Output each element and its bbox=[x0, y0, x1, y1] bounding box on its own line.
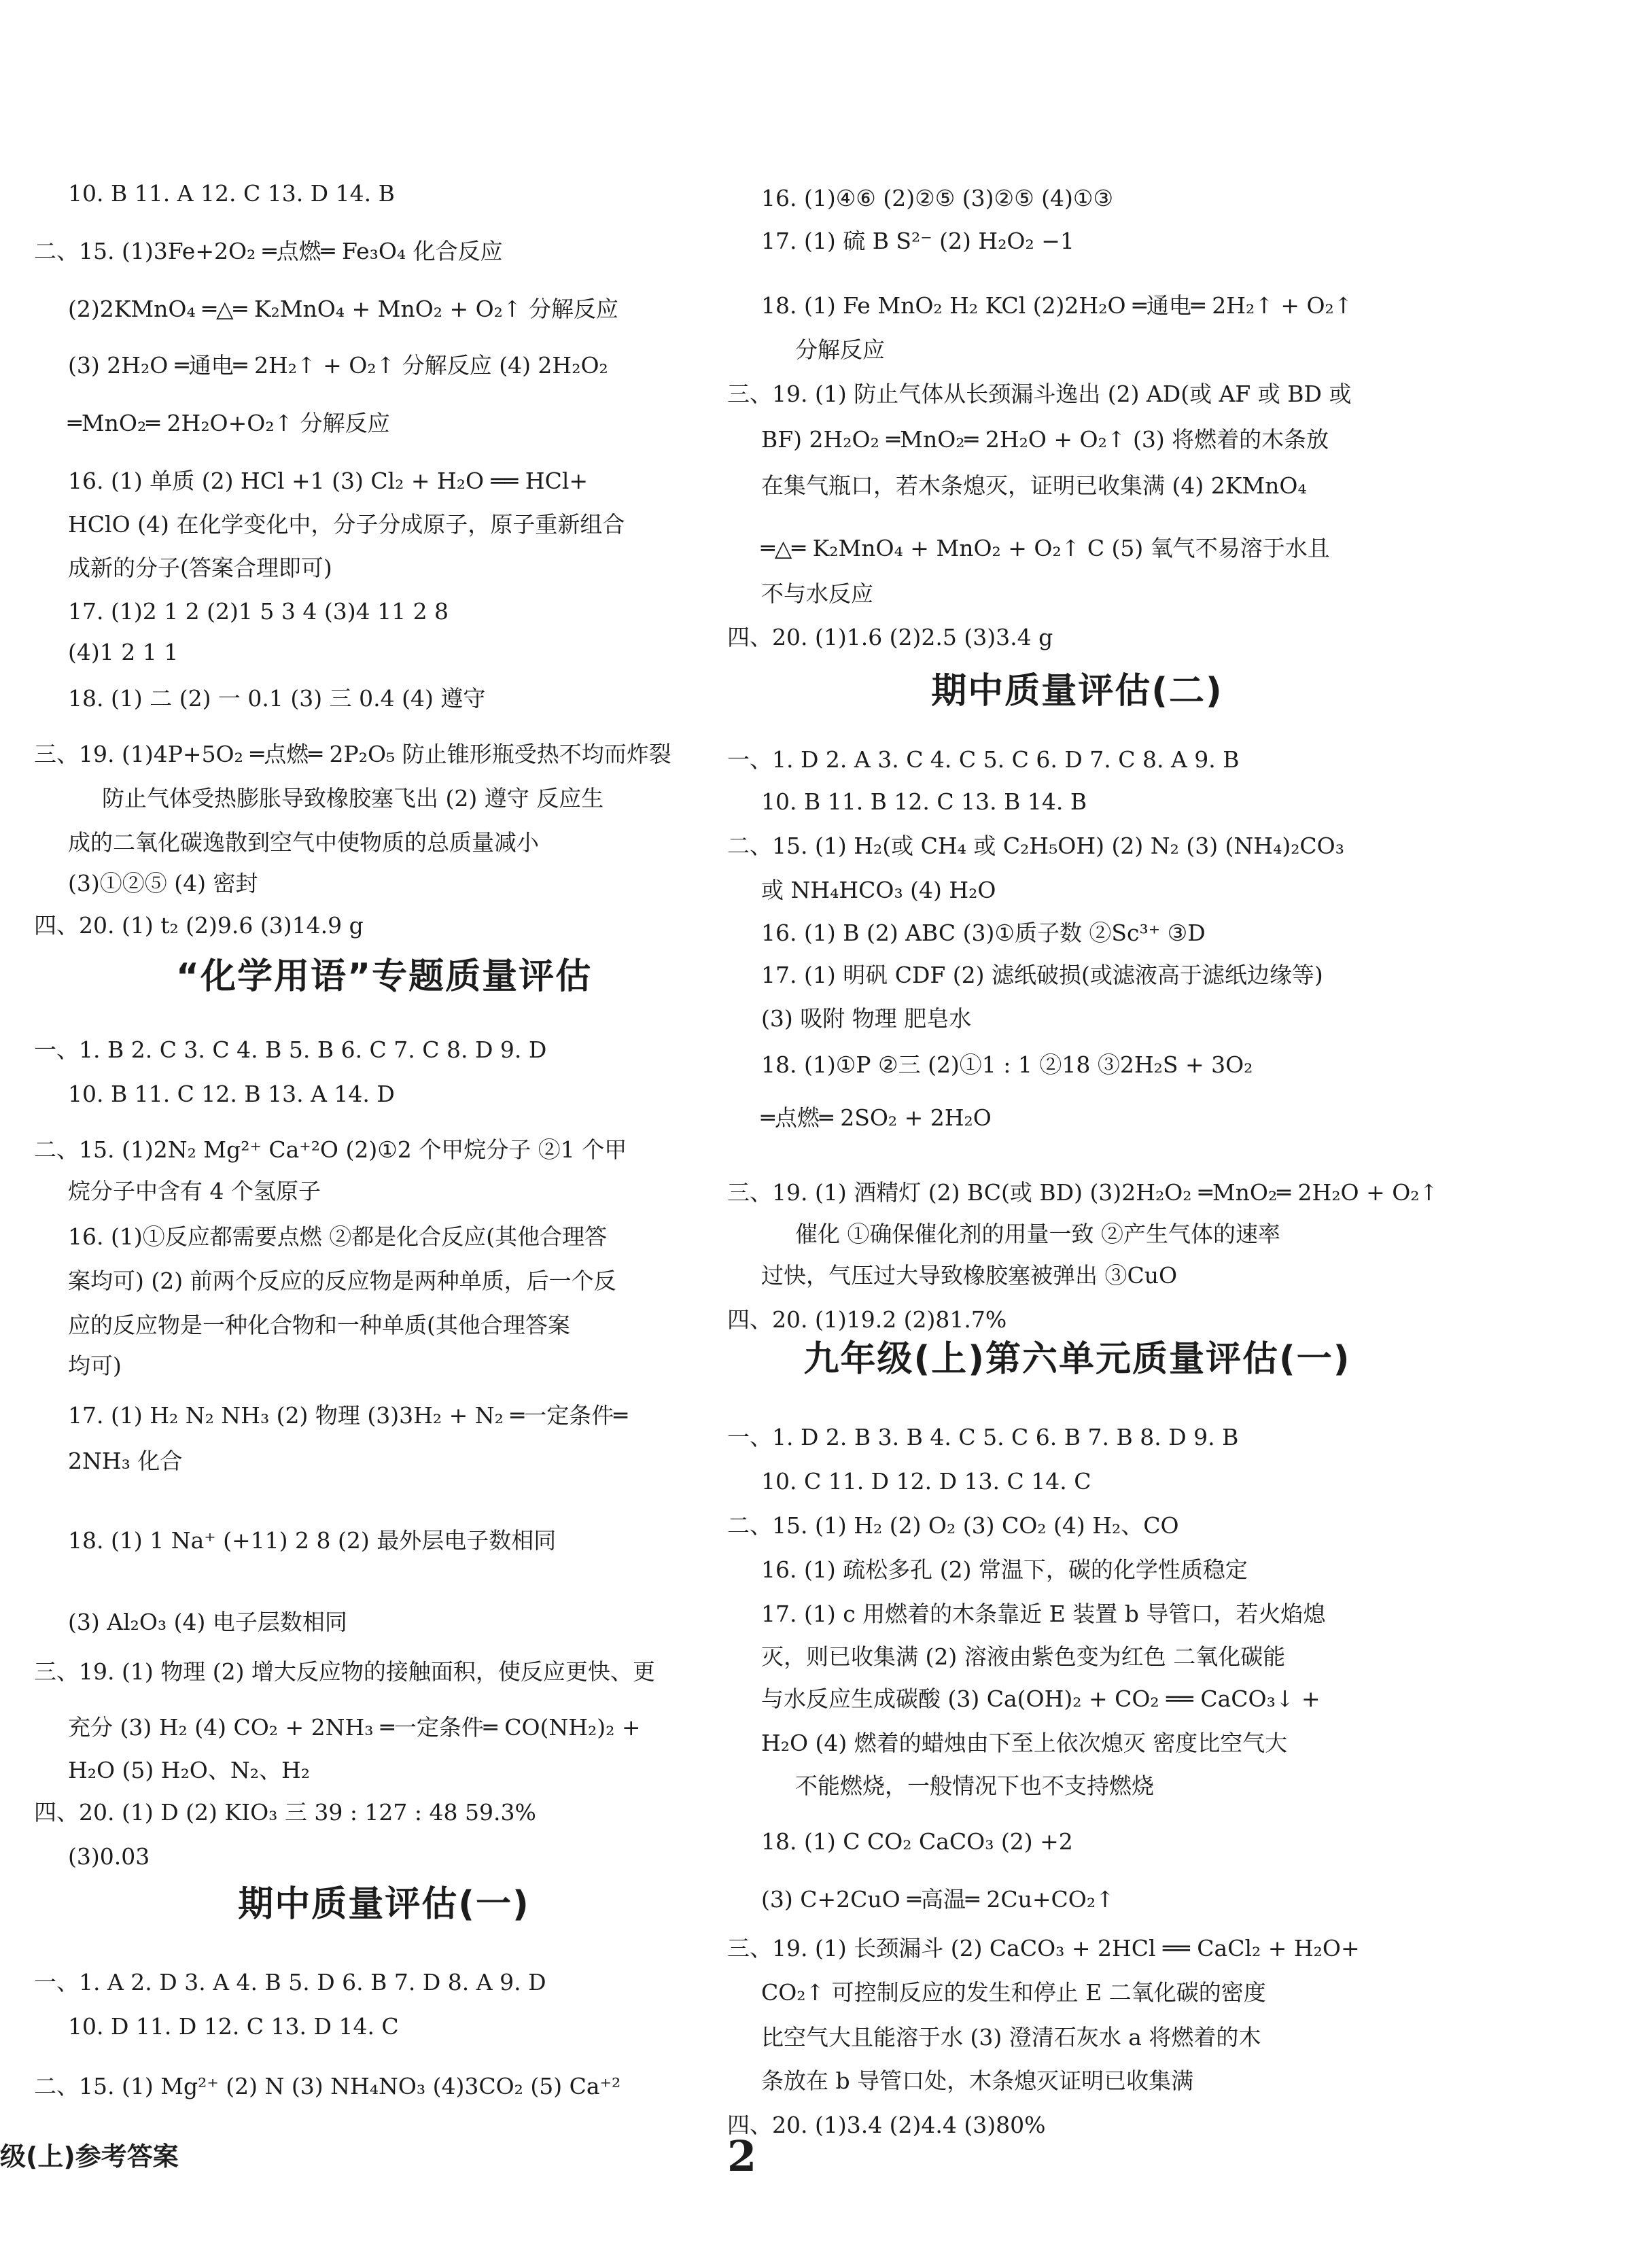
answer-line: 16. (1) B (2) ABC (3)①质子数 ②Sc³⁺ ③D bbox=[761, 920, 1206, 946]
answer-line: 10. B 11. A 12. C 13. D 14. B bbox=[68, 180, 395, 207]
answer-line: 条放在 b 导管口处，木条熄灭证明已收集满 bbox=[761, 2068, 1194, 2094]
answer-line: 成的二氧化碳逸散到空气中使物质的总质量减小 bbox=[68, 829, 539, 856]
answer-line: 二、15. (1)3Fe+2O₂ ═点燃═ Fe₃O₄ 化合反应 bbox=[34, 238, 503, 264]
answer-line: (3)①②⑤ (4) 密封 bbox=[68, 870, 258, 896]
answer-line: 不能燃烧，一般情况下也不支持燃烧 bbox=[795, 1773, 1154, 1799]
answer-line: H₂O (4) 燃着的蜡烛由下至上依次熄灭 密度比空气大 bbox=[761, 1730, 1288, 1756]
answer-line: 应的反应物是一种化合物和一种单质(其他合理答案 bbox=[68, 1312, 570, 1338]
answer-line: (3) 吸附 物理 肥皂水 bbox=[761, 1005, 972, 1032]
answer-line: 四、20. (1) D (2) KIO₃ 三 39 : 127 : 48 59.3% bbox=[34, 1799, 536, 1826]
answer-line: 成新的分子(答案合理即可) bbox=[68, 555, 332, 581]
answer-line: 一、1. B 2. C 3. C 4. B 5. B 6. C 7. C 8. D 9. D bbox=[34, 1036, 547, 1063]
answer-line: 10. C 11. D 12. D 13. C 14. C bbox=[761, 1468, 1091, 1495]
answer-line: ═△═ K₂MnO₄ + MnO₂ + O₂↑ C (5) 氧气不易溶于水且 bbox=[761, 535, 1330, 561]
answer-line: H₂O (5) H₂O、N₂、H₂ bbox=[68, 1757, 310, 1783]
answer-line: 17. (1)2 1 2 (2)1 5 3 4 (3)4 11 2 8 bbox=[68, 598, 449, 625]
answer-line: (3)0.03 bbox=[68, 1843, 150, 1870]
section-title: 期中质量评估(二) bbox=[931, 671, 1223, 712]
footer-label: 级(上)参考答案 bbox=[0, 2142, 179, 2171]
answer-line: HClO (4) 在化学变化中，分子分成原子，原子重新组合 bbox=[68, 511, 625, 538]
answer-line: 二、15. (1) H₂(或 CH₄ 或 C₂H₅OH) (2) N₂ (3) (NH₄)₂CO₃ bbox=[727, 833, 1344, 859]
answer-line: 三、19. (1) 长颈漏斗 (2) CaCO₃ + 2HCl ══ CaCl₂ + H₂O+ bbox=[727, 1935, 1360, 1961]
answer-line: 四、20. (1) t₂ (2)9.6 (3)14.9 g bbox=[34, 912, 364, 939]
answer-line: 在集气瓶口，若木条熄灭，证明已收集满 (4) 2KMnO₄ bbox=[761, 472, 1307, 499]
answer-line: 一、1. D 2. A 3. C 4. C 5. C 6. D 7. C 8. A 9. B bbox=[727, 746, 1240, 773]
answer-line: 17. (1) 硫 B S²⁻ (2) H₂O₂ −1 bbox=[761, 228, 1074, 254]
answer-line: 或 NH₄HCO₃ (4) H₂O bbox=[761, 877, 996, 903]
answer-line: 18. (1) C CO₂ CaCO₃ (2) +2 bbox=[761, 1828, 1073, 1855]
answer-line: 催化 ①确保催化剂的用量一致 ②产生气体的速率 bbox=[795, 1221, 1280, 1247]
answer-line: 与水反应生成碳酸 (3) Ca(OH)₂ + CO₂ ══ CaCO₃↓ + bbox=[761, 1686, 1320, 1712]
answer-line: 16. (1) 单质 (2) HCl +1 (3) Cl₂ + H₂O ══ HCl+ bbox=[68, 468, 589, 494]
answer-line: 二、15. (1)2N₂ Mg²⁺ Ca⁺²O (2)①2 个甲烷分子 ②1 个甲 bbox=[34, 1136, 627, 1163]
answer-line: 三、19. (1) 物理 (2) 增大反应物的接触面积，使反应更快、更 bbox=[34, 1658, 655, 1685]
answer-line: 四、20. (1)3.4 (2)4.4 (3)80% bbox=[727, 2112, 1046, 2138]
answer-line: (2)2KMnO₄ ═△═ K₂MnO₄ + MnO₂ + O₂↑ 分解反应 bbox=[68, 296, 619, 322]
answer-line: 灭，则已收集满 (2) 溶液由紫色变为红色 二氧化碳能 bbox=[761, 1643, 1286, 1670]
answer-line: 均可) bbox=[68, 1353, 122, 1379]
answer-line: 三、19. (1)4P+5O₂ ═点燃═ 2P₂O₅ 防止锥形瓶受热不均而炸裂 bbox=[34, 741, 671, 767]
answer-line: 烷分子中含有 4 个氢原子 bbox=[68, 1178, 321, 1204]
answer-line: 分解反应 bbox=[795, 336, 885, 363]
answer-line: 18. (1) 二 (2) 一 0.1 (3) 三 0.4 (4) 遵守 bbox=[68, 685, 486, 712]
answer-line: 18. (1) Fe MnO₂ H₂ KCl (2)2H₂O ═通电═ 2H₂↑ + O₂↑ bbox=[761, 292, 1353, 319]
answer-line: 案均可) (2) 前两个反应的反应物是两种单质，后一个反 bbox=[68, 1268, 616, 1294]
answer-line: BF) 2H₂O₂ ═MnO₂═ 2H₂O + O₂↑ (3) 将燃着的木条放 bbox=[761, 426, 1329, 453]
answer-line: 一、1. A 2. D 3. A 4. B 5. D 6. B 7. D 8. A 9. D bbox=[34, 1969, 546, 1995]
answer-line: 不与水反应 bbox=[761, 580, 873, 607]
answer-line: 17. (1) H₂ N₂ NH₃ (2) 物理 (3)3H₂ + N₂ ═一定条件═ bbox=[68, 1402, 628, 1429]
answer-line: 二、15. (1) Mg²⁺ (2) N (3) NH₄NO₃ (4)3CO₂ (5) Ca⁺² bbox=[34, 2073, 621, 2099]
answer-line: 三、19. (1) 防止气体从长颈漏斗逸出 (2) AD(或 AF 或 BD 或 bbox=[727, 381, 1352, 407]
answer-line: 过快，气压过大导致橡胶塞被弹出 ③CuO bbox=[761, 1262, 1178, 1289]
answer-line: 17. (1) c 用燃着的木条靠近 E 装置 b 导管口，若火焰熄 bbox=[761, 1601, 1326, 1627]
answer-line: 一、1. D 2. B 3. B 4. C 5. C 6. B 7. B 8. D 9. B bbox=[727, 1424, 1239, 1450]
answer-line: 10. B 11. B 12. C 13. B 14. B bbox=[761, 788, 1087, 815]
answer-line: 四、20. (1)19.2 (2)81.7% bbox=[727, 1306, 1007, 1333]
answer-line: 10. B 11. C 12. B 13. A 14. D bbox=[68, 1081, 395, 1107]
answer-line: (3) C+2CuO ═高温═ 2Cu+CO₂↑ bbox=[761, 1886, 1115, 1913]
answer-line: ═MnO₂═ 2H₂O+O₂↑ 分解反应 bbox=[68, 410, 390, 436]
answer-line: 16. (1)④⑥ (2)②⑤ (3)②⑤ (4)①③ bbox=[761, 185, 1114, 211]
answer-line: CO₂↑ 可控制反应的发生和停止 E 二氧化碳的密度 bbox=[761, 1979, 1266, 2006]
answer-line: 二、15. (1) H₂ (2) O₂ (3) CO₂ (4) H₂、CO bbox=[727, 1512, 1179, 1539]
answer-line: 10. D 11. D 12. C 13. D 14. C bbox=[68, 2013, 399, 2040]
answer-line: 四、20. (1)1.6 (2)2.5 (3)3.4 g bbox=[727, 624, 1053, 650]
answer-line: 比空气大且能溶于水 (3) 澄清石灰水 a 将燃着的木 bbox=[761, 2024, 1261, 2051]
answer-line: 充分 (3) H₂ (4) CO₂ + 2NH₃ ═一定条件═ CO(NH₂)₂ + bbox=[68, 1714, 641, 1741]
section-title: “化学用语”专题质量评估 bbox=[175, 956, 593, 997]
answer-line: (4)1 2 1 1 bbox=[68, 639, 179, 665]
answer-line: 防止气体受热膨胀导致橡胶塞飞出 (2) 遵守 反应生 bbox=[102, 785, 604, 812]
answer-line: 三、19. (1) 酒精灯 (2) BC(或 BD) (3)2H₂O₂ ═MnO₂═ 2H₂O + O₂↑ bbox=[727, 1179, 1439, 1206]
answer-line: 17. (1) 明矾 CDF (2) 滤纸破损(或滤液高于滤纸边缘等) bbox=[761, 962, 1323, 988]
section-title: 九年级(上)第六单元质量评估(一) bbox=[803, 1339, 1351, 1380]
page-number: 2 bbox=[727, 2131, 757, 2181]
answer-line: 18. (1) 1 Na⁺ (+11) 2 8 (2) 最外层电子数相同 bbox=[68, 1527, 557, 1554]
answer-line: (3) Al₂O₃ (4) 电子层数相同 bbox=[68, 1609, 347, 1635]
answer-line: 2NH₃ 化合 bbox=[68, 1448, 183, 1474]
answer-line: ═点燃═ 2SO₂ + 2H₂O bbox=[761, 1104, 992, 1131]
answer-line: 16. (1) 疏松多孔 (2) 常温下，碳的化学性质稳定 bbox=[761, 1556, 1248, 1583]
answer-line: (3) 2H₂O ═通电═ 2H₂↑ + O₂↑ 分解反应 (4) 2H₂O₂ bbox=[68, 352, 608, 379]
answer-line: 16. (1)①反应都需要点燃 ②都是化合反应(其他合理答 bbox=[68, 1223, 608, 1250]
section-title: 期中质量评估(一) bbox=[238, 1884, 530, 1925]
answer-line: 18. (1)①P ②三 (2)①1 : 1 ②18 ③2H₂S + 3O₂ bbox=[761, 1051, 1253, 1078]
